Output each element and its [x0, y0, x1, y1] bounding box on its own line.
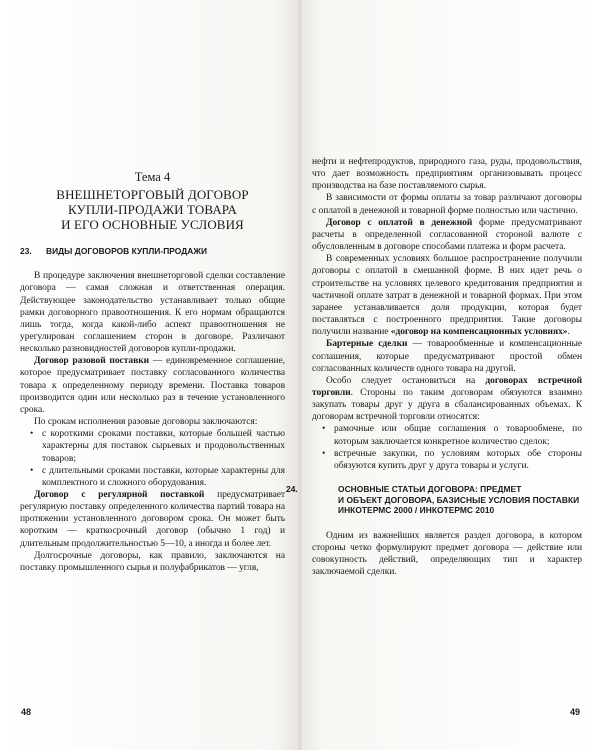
paragraph: В процедуре заключения внешнеторговой сделки составление договора — самая сложная и ответственная операция. Действующее законодательство устанавливает только общие рамки договорного правоотношения. К его нормам обращаются лишь тогда, когда какой-либо аспект правоотношения не урегулирован соглашением сторон в договоре. Различают несколько разновидностей договоров купли-продажи.	[20, 271, 285, 355]
paragraph: Одним из важнейших является раздел договора, в котором стороны четко формулируют предмет договора — действие или совокупность действий, определяющих тип и характер заключаемой сделки.	[312, 530, 582, 578]
section-number: 23.	[20, 245, 32, 256]
section-title-line-2: И ОБЪЕКТ ДОГОВОРА, БАЗИСНЫЕ УСЛОВИЯ ПОСТАВКИ	[338, 494, 580, 505]
paragraph: В зависимости от формы оплаты за товар различают договоры с оплатой в денежной и товарной форме полностью или частично.	[312, 193, 582, 216]
bullet-list	[20, 428, 285, 489]
paragraph: Договор с оплатой в денежной форме предусматривают расчеты в определенной согласованной стороной валюте с обусловленным в договоре способами платежа и форм расчета.	[312, 217, 583, 253]
section-number: 24.	[286, 484, 298, 495]
paragraph: По срокам исполнения разовые договоры заключаются:	[34, 417, 258, 428]
section-title: ВИДЫ ДОГОВОРОВ КУПЛИ-ПРОДАЖИ	[46, 245, 208, 256]
list-item: • рамочные или общие соглашения о товарообмене, по которым заключается конкретное количество сделок;	[322, 424, 582, 447]
chapter-label: Тема 4	[134, 170, 171, 184]
term: Договор разовой поставки	[34, 356, 150, 367]
paragraph: нефти и нефтепродуктов, природного газа, руды, продовольствия, что дает возможность предприятиям организовывать процесс производства на базе поставляемого сырья.	[312, 157, 582, 192]
paragraph: Бартерные сделки — товарообменные и компенсационные соглашения, которые предусматривают простой обмен согласованных количеств одного товара на другой.	[312, 339, 582, 374]
right-text-column	[286, 156, 583, 578]
list-item: • с длительными сроками поставки, которые характерны для комплектного и сложного оборудования.	[30, 465, 285, 488]
right-page	[286, 0, 600, 750]
paragraph: Особо следует остановиться на договорах встречной торговли. Стороны по таким договорам обязуются взаимно закупать товары друг у друга в сбалансированных объемах. К договорам встречной торговли относятся:	[312, 375, 583, 423]
bullet-list	[312, 423, 582, 472]
chapter-title-line-3: И ЕГО ОСНОВНЫЕ УСЛОВИЯ	[61, 217, 244, 233]
section-title-line-3: ИНКОТЕРМС 2000 / ИНКОТЕРМС 2010	[338, 505, 495, 516]
term: «договор на компенсационных условиях»	[390, 327, 568, 338]
paragraph: Договор с регулярной поставкой предусматривает регулярную поставку определенного количества партий товара на протяжении установленного договором срока. Он может быть коротким — краткосрочный договор (обычно 1 год) и длительным продолжительностью 5—10, а иногда и более лет.	[20, 490, 286, 549]
term: Договор с регулярной поставкой	[34, 490, 205, 501]
page-number: 49	[570, 707, 581, 717]
chapter-title	[20, 187, 285, 233]
section-heading-23	[20, 246, 285, 257]
term: Договор с оплатой в денежной	[326, 217, 473, 228]
page-number: 48	[21, 707, 32, 717]
chapter-title-line-2: КУПЛИ-ПРОДАЖИ ТОВАРА	[68, 202, 237, 218]
section-title-line-1: ОСНОВНЫЕ СТАТЬИ ДОГОВОРА: ПРЕДМЕТ	[338, 484, 522, 495]
list-item: • встречные закупки, по условиям которых обе стороны обязуются купить друг у друга товары и услуги.	[322, 448, 582, 471]
list-item: • с короткими сроками поставки, которые большей частью характерны для поставок сырьевых и продовольственных товаров;	[30, 429, 285, 464]
term: договорах встречной торговли	[312, 375, 583, 398]
paragraph: Долгосрочные договоры, как правило, заключаются на поставку промышленного сырья и полуфабрикатов — угля,	[20, 550, 285, 573]
section-heading-24	[286, 484, 582, 516]
chapter-title-line-1: ВНЕШНЕТОРГОВЫЙ ДОГОВОР	[56, 187, 249, 202]
term: Бартерные сделки	[326, 339, 408, 350]
paragraph: В современных условиях большое распространение получили договоры с оплатой в смешанной форме. В них идет речь о строительстве на условиях целевого кредитования предприятия и частичной оплате затрат в денежной и товарной формах. При этом заранее устанавливается доля продукции, которая будет поставляться с построенного предприятия. Такие договоры получили название «договор на компенсационных условиях».	[312, 254, 582, 338]
paragraph: Договор разовой поставки — единовременное соглашение, которое предусматривает поставку согласованного количества товара к определенному периоду времени. Поставка товаров производится один или несколько раз в течение установленного срока.	[20, 356, 285, 415]
left-text-column	[20, 170, 285, 574]
